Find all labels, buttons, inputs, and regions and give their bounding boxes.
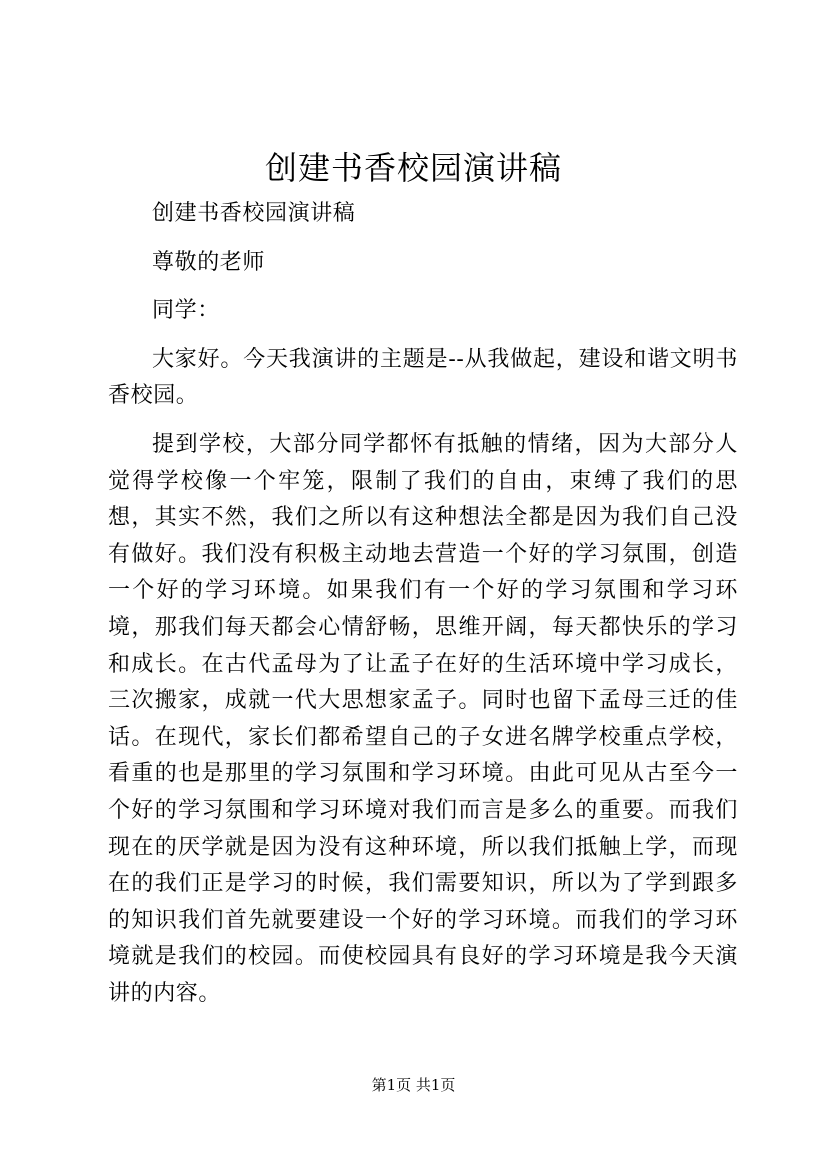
body-paragraph-greeting: 大家好。今天我演讲的主题是--从我做起，建设和谐文明书香校园。 bbox=[108, 346, 738, 409]
document-title: 创建书香校园演讲稿 bbox=[264, 149, 562, 187]
body-paragraph-heading: 创建书香校园演讲稿 bbox=[152, 201, 356, 226]
body-paragraph-salutation: 尊敬的老师 bbox=[152, 249, 266, 275]
document-body bbox=[108, 196, 738, 1024]
body-paragraph-addressee: 同学： bbox=[152, 298, 220, 324]
page-footer: 第1页 共1页 bbox=[371, 1076, 456, 1094]
body-paragraph-main: 提到学校，大部分同学都怀有抵触的情绪，因为大部分人觉得学校像一个牢笼，限制了我们的自由，束缚了我们的思想，其实不然，我们之所以有这种想法全都是因为我们自己没有做好。我们没有积极主动地去营造一个好的学习氛围，创造一个好的学习环境。如果我们有一个好的学习氛围和学习环境，那我们每天都会心情舒畅，思维开阔，每天都快乐的学习和成长。在古代孟母为了让孟子在好的生活环境中学习成长，三次搬家，成就一代大思想家孟子。同时也留下孟母三迁的佳话。在现代，家长们都希望自己的子女进名牌学校重点学校，看重的也是那里的学习氛围和学习环境。由此可见从古至今一个好的学习氛围和学习环境对我们而言是多么的重要。而我们现在的厌学就是因为没有这种环境，所以我们抵触上学，而现在的我们正是学习的时候，我们需要知识，所以为了学到跟多的知识我们首先就要建设一个好的学习环境。而我们的学习环境就是我们的校园。而使校园具有良好的学习环境是我今天演讲的内容。 bbox=[108, 431, 738, 1006]
